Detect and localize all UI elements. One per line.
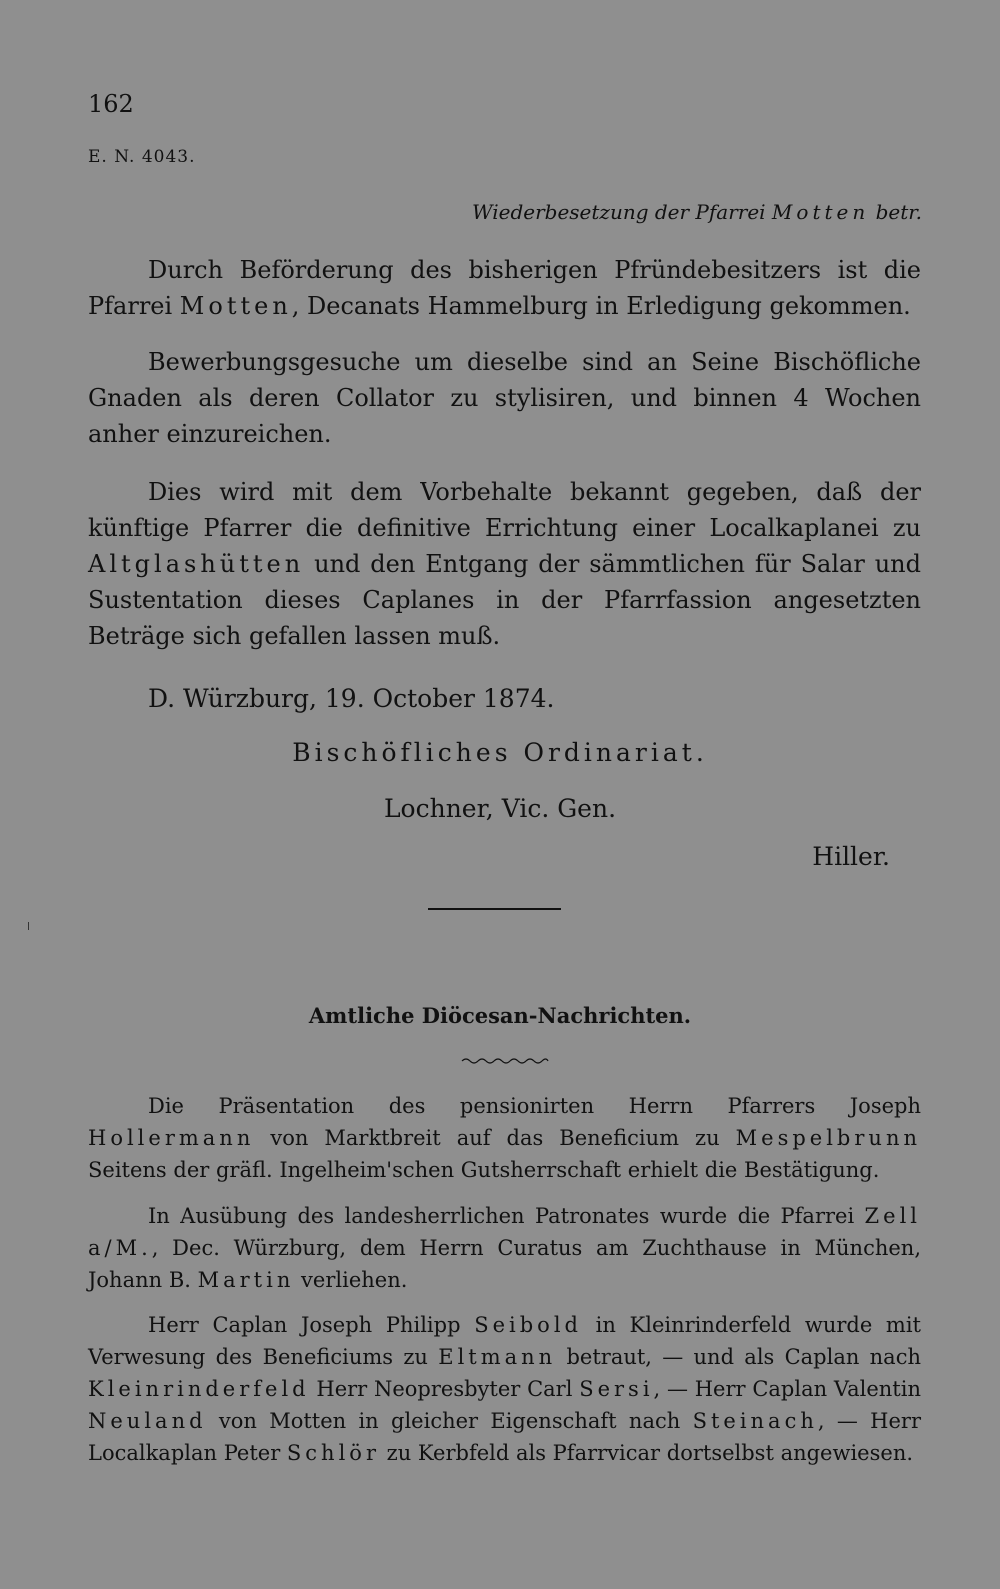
news3-name2: Sersi bbox=[579, 1377, 654, 1401]
paragraph-vacancy-rest: , Decanats Hammelburg in Erledigung gekommen. bbox=[291, 292, 911, 320]
signatory-vicar-general: Lochner, Vic. Gen. bbox=[383, 794, 617, 823]
news1-text-c: Seitens der gräfl. Ingelheim'schen Gutsherrschaft erhielt die Bestätigung. bbox=[88, 1158, 880, 1182]
section-heading: Amtliche Diöcesan-Nachrichten. bbox=[308, 1003, 692, 1028]
news3-text-e: , — Herr Caplan Valentin bbox=[653, 1377, 921, 1401]
paragraph-conditions-lead: Dies wird mit dem Vorbehalte bekannt gegeben, daß der künftige Pfarrer die definitive Errichtung einer Localkaplanei zu bbox=[88, 478, 921, 542]
news2-text-b: , Dec. Würzburg, dem Herrn Curatus am Zuchthause in München, Johann B. bbox=[88, 1236, 921, 1292]
page-number: 162 bbox=[88, 90, 134, 118]
news3-text-f: von Motten in gleicher Eigenschaft nach bbox=[206, 1409, 693, 1433]
subject-suffix: betr. bbox=[869, 200, 922, 224]
news-item-patronage bbox=[88, 1200, 921, 1296]
ornament-squiggle bbox=[460, 1056, 550, 1066]
news3-text-d: Herr Neopresbyter Carl bbox=[309, 1377, 580, 1401]
news3-name1: Seibold bbox=[474, 1313, 582, 1337]
news-item-presentation bbox=[88, 1090, 921, 1186]
paragraph-vacancy-place: Motten bbox=[179, 292, 292, 320]
news1-text-b: von Marktbreit auf das Beneficium zu bbox=[254, 1126, 736, 1150]
news2-place: Zell a/M. bbox=[88, 1204, 921, 1260]
paragraph-vacancy bbox=[88, 252, 921, 324]
issuing-office: Bischöfliches Ordinariat. bbox=[292, 738, 708, 767]
news2-text-a: In Ausübung des landesherrlichen Patronates wurde die Pfarrei bbox=[148, 1204, 865, 1228]
reference-number: E. N. 4043. bbox=[88, 147, 196, 167]
news3-place2: Kleinrinderfeld bbox=[88, 1377, 310, 1401]
news3-name4: Schlör bbox=[286, 1441, 380, 1465]
news3-text-h: zu Kerbfeld als Pfarrvicar dortselbst angewiesen. bbox=[379, 1441, 914, 1465]
subject-place: Motten bbox=[771, 200, 870, 224]
news3-text-b: in Kleinrinderfeld wurde mit Verwesung des Beneficiums zu bbox=[88, 1313, 921, 1369]
paragraph-conditions bbox=[88, 474, 921, 654]
subject-prefix: Wiederbesetzung der Pfarrei bbox=[472, 200, 772, 224]
paragraph-conditions-place: Altglashütten bbox=[88, 550, 305, 578]
news3-text-g: , — Herr Localkaplan Peter bbox=[88, 1409, 921, 1465]
news2-name: Martin bbox=[197, 1268, 295, 1292]
dateline: D. Würzburg, 19. October 1874. bbox=[148, 684, 555, 713]
news1-text-a: Die Präsentation des pensionirten Herrn Pfarrers Joseph bbox=[148, 1094, 921, 1118]
news3-place3: Steinach bbox=[692, 1409, 818, 1433]
paragraph-conditions-rest: und den Entgang der sämmtlichen für Salar und Sustentation dieses Caplanes in der Pfarrfassion angesetzten Beträge sich gefallen lassen muß. bbox=[88, 550, 921, 650]
news3-text-a: Herr Caplan Joseph Philipp bbox=[148, 1313, 475, 1337]
news1-place: Mespelbrunn bbox=[735, 1126, 921, 1150]
paragraph-applications: Bewerbungsgesuche um dieselbe sind an Seine Bischöfliche Gnaden als deren Collator zu stylisiren, und binnen 4 Wochen anher einzureichen. bbox=[88, 348, 921, 448]
paragraph-vacancy-lead: Durch Beförderung des bisherigen Pfründebesitzers ist die Pfarrei bbox=[88, 256, 921, 320]
news3-name3: Neuland bbox=[88, 1409, 207, 1433]
news3-place1: Eltmann bbox=[438, 1345, 557, 1369]
news2-text-c: verliehen. bbox=[294, 1268, 408, 1292]
signatory-secretary: Hiller. bbox=[812, 842, 890, 871]
news-item-appointments bbox=[88, 1309, 921, 1469]
section-divider bbox=[428, 908, 561, 910]
news1-name: Hollermann bbox=[88, 1126, 255, 1150]
news3-text-c: betraut, — und als Caplan nach bbox=[556, 1345, 921, 1369]
margin-mark bbox=[28, 922, 29, 930]
subject-line bbox=[472, 200, 922, 224]
